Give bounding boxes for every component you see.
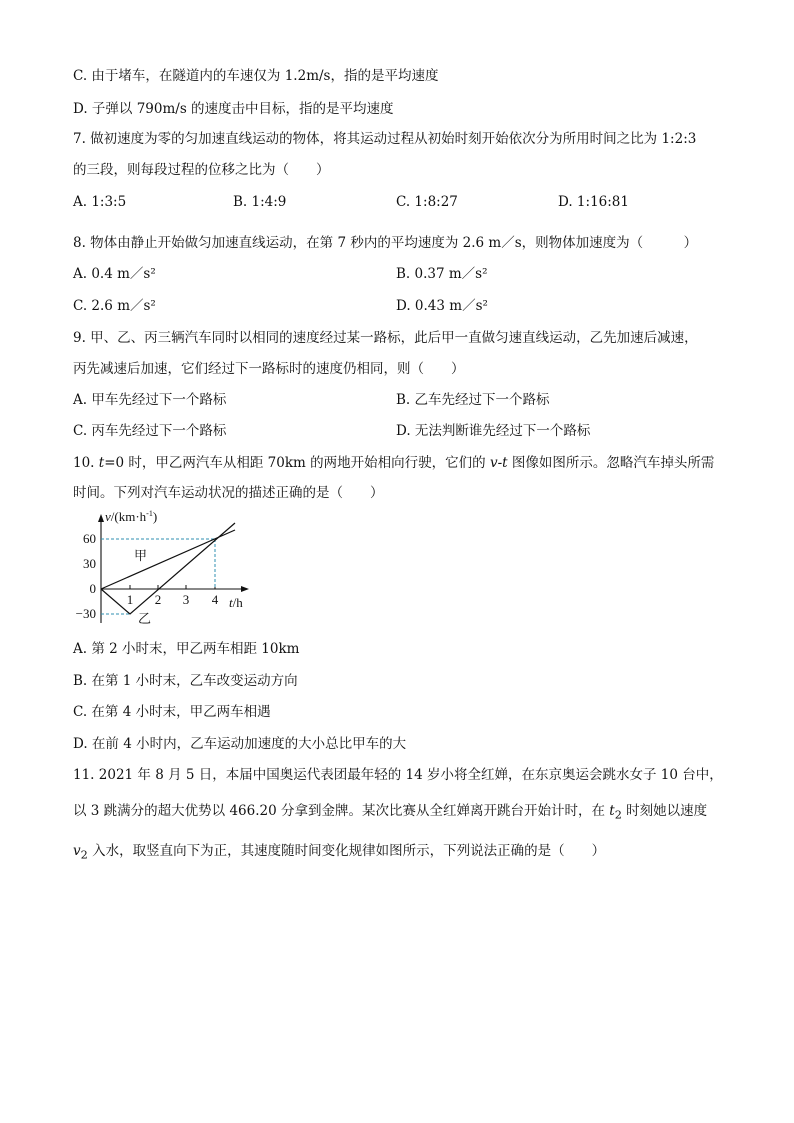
question-10-line-1 xyxy=(73,454,714,472)
q9-option-c[interactable]: C. 丙车先经过下一个路标 xyxy=(73,423,227,439)
q9-option-d[interactable]: D. 无法判断谁先经过下一个路标 xyxy=(396,423,591,439)
q10-var-vt: v-t xyxy=(489,455,508,471)
question-7-line-2: 的三段，则每段过程的位移之比为（ ） xyxy=(73,162,330,178)
q10-option-d[interactable]: D. 在前 4 小时内，乙车运动加速度的大小总比甲车的大 xyxy=(73,736,407,752)
x-tick-1: 1 xyxy=(126,592,134,607)
q8-option-c[interactable]: C. 2.6 m／s² xyxy=(73,298,156,314)
y-tick-labels xyxy=(76,531,96,621)
question-11-line-3 xyxy=(73,842,605,865)
q7-option-d[interactable]: D. 1:16:81 xyxy=(558,194,629,210)
question-9-line-2: 丙先减速后加速，它们经过下一路标时的速度仍相同，则（ ） xyxy=(73,361,465,377)
y-tick-60: 60 xyxy=(83,531,96,546)
q11-var-v: v xyxy=(73,843,81,859)
q9-option-b[interactable]: B. 乙车先经过下一个路标 xyxy=(396,392,550,408)
question-7-line-1: 7. 做初速度为零的匀加速直线运动的物体，将其运动过程从初始时刻开始依次分为所用时间之比为 1:2:3 xyxy=(73,131,697,147)
q7-option-c[interactable]: C. 1:8:27 xyxy=(396,194,458,210)
q10-text-mid: =0 时，甲乙两汽车从相距 70km 的两地开始相向行驶，它们的 xyxy=(104,455,490,471)
question-10-line-2: 时间。下列对汽车运动状况的描述正确的是（ ） xyxy=(73,485,384,501)
q11-text-end: 入水，取竖直向下为正，其速度随时间变化规律如图所示，下列说法正确的是（ ） xyxy=(87,843,606,859)
label-yi: 乙 xyxy=(138,611,152,626)
q11-var-t-sub: 2 xyxy=(614,808,622,822)
x-tick-4: 4 xyxy=(211,592,219,607)
question-8-line: 8. 物体由静止开始做匀加速直线运动，在第 7 秒内的平均速度为 2.6 m／s，则物体加速度为（ ） xyxy=(73,235,698,251)
vt-graph xyxy=(72,505,262,630)
y-tick-30: 30 xyxy=(83,556,96,571)
q11-var-t: t xyxy=(609,803,615,819)
y-axis-arrow xyxy=(98,514,104,522)
q9-option-a[interactable]: A. 甲车先经过下一个路标 xyxy=(73,392,227,408)
x-tick-3: 3 xyxy=(182,592,190,607)
q10-text-post: 图像如图所示。忽略汽车掉头所需 xyxy=(507,455,715,471)
question-9-line-1: 9. 甲、乙、丙三辆汽车同时以相同的速度经过某一路标，此后甲一直做匀速直线运动，乙先加速后减速， xyxy=(73,330,698,346)
q8-option-a[interactable]: A. 0.4 m／s² xyxy=(73,266,156,282)
q7-option-a[interactable]: A. 1:3:5 xyxy=(73,194,127,210)
question-11-line-2 xyxy=(73,802,707,825)
q8-option-d[interactable]: D. 0.43 m／s² xyxy=(396,298,488,314)
q10-number: 10. xyxy=(73,455,99,471)
question-11-line-1: 11. 2021 年 8 月 5 日，本届中国奥运代表团最年轻的 14 岁小将全红婵，在东京奥运会跳水女子 10 台中， xyxy=(73,767,723,783)
label-jia: 甲 xyxy=(134,548,148,563)
q11-var-v-sub: 2 xyxy=(80,848,88,862)
q10-option-a[interactable]: A. 第 2 小时末，甲乙两车相距 10km xyxy=(73,641,300,657)
x-axis-arrow xyxy=(241,586,249,592)
option-c-line: C. 由于堵车，在隧道内的车速仅为 1.2m/s，指的是平均速度 xyxy=(73,68,439,84)
y-tick-neg30: −30 xyxy=(75,606,96,621)
q10-var-t: t xyxy=(98,455,105,471)
q10-option-b[interactable]: B. 在第 1 小时末，乙车改变运动方向 xyxy=(73,673,298,689)
q11-text-pre: 以 3 跳满分的超大优势以 466.20 分拿到金牌。某次比赛从全红婵离开跳台开始计时，在 xyxy=(73,803,610,819)
q11-text-post: 时刻她以速度 xyxy=(621,803,708,819)
y-axis-label: $v/(km\cdot h^{-1})$ xyxy=(105,509,158,524)
x-tick-marks xyxy=(130,585,215,589)
q10-option-c[interactable]: C. 在第 4 小时末，甲乙两车相遇 xyxy=(73,704,271,720)
option-d-line: D. 子弹以 790m/s 的速度击中目标，指的是平均速度 xyxy=(73,101,394,117)
y-tick-0: 0 xyxy=(89,581,96,596)
q7-option-b[interactable]: B. 1:4:9 xyxy=(233,194,287,210)
x-tick-2: 2 xyxy=(154,592,162,607)
x-axis-label: t/h xyxy=(229,595,243,610)
q8-option-b[interactable]: B. 0.37 m／s² xyxy=(396,266,488,282)
